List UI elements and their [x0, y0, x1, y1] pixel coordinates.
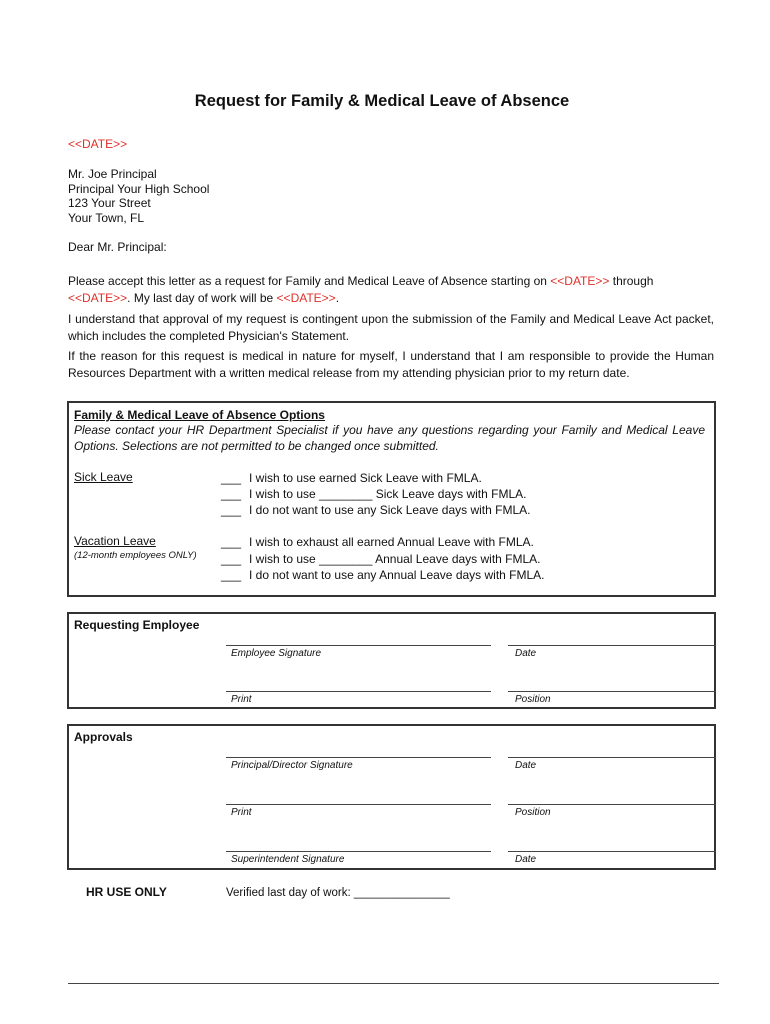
salutation: Dear Mr. Principal:	[68, 240, 167, 254]
vacation-leave-note: (12-month employees ONLY)	[74, 550, 197, 561]
employee-position-label: Position	[515, 694, 551, 705]
sick-option-3: I do not want to use any Sick Leave days with FMLA.	[249, 503, 531, 517]
paragraph-approval: I understand that approval of my request is contingent upon the submission of the Family and Medical Leave Act packet, which includes the completed Physician's Statement.	[68, 312, 714, 343]
vacation-option-2-blank[interactable]: ___	[221, 552, 242, 566]
options-instructions: Please contact your HR Department Specialist if you have any questions regarding your Family and Medical Leave Options. Selections are not permitted to be changed once submitted.	[74, 423, 705, 453]
principal-date-label: Date	[515, 760, 537, 771]
verified-last-day-field[interactable]: Verified last day of work: _______________	[226, 887, 450, 899]
date-placeholder: <<DATE>>	[68, 137, 128, 151]
last-day-date: <<DATE>>	[276, 291, 336, 305]
address-line-3: 123 Your Street	[68, 196, 151, 210]
hr-use-only-label: HR USE ONLY	[86, 885, 167, 899]
sick-option-1: I wish to use earned Sick Leave with FMLA.	[249, 471, 482, 485]
end-date: <<DATE>>	[68, 291, 128, 305]
employee-print-line[interactable]	[226, 691, 491, 692]
footer-rule	[68, 983, 719, 984]
sick-leave-label: Sick Leave	[74, 470, 133, 484]
sick-option-2-blank[interactable]: ___	[221, 487, 242, 501]
employee-signature-line[interactable]	[226, 645, 491, 646]
address-line-2: Principal Your High School	[68, 182, 210, 196]
sick-option-3-blank[interactable]: ___	[221, 503, 242, 517]
paragraph-request: Please accept this letter as a request for Family and Medical Leave of Absence starting on <<DATE>> through <<DATE>>. My last day of work will be <<DATE>>.	[68, 274, 654, 305]
leave-options-box	[67, 401, 716, 597]
superintendent-signature-line[interactable]	[226, 851, 491, 852]
principal-date-line[interactable]	[508, 757, 716, 758]
approver-position-label: Position	[515, 807, 551, 818]
vacation-option-3: I do not want to use any Annual Leave days with FMLA.	[249, 568, 545, 582]
vacation-option-2: I wish to use ________ Annual Leave days with FMLA.	[249, 552, 541, 566]
vacation-option-3-blank[interactable]: ___	[221, 568, 242, 582]
employee-position-line[interactable]	[508, 691, 716, 692]
vacation-option-1-blank[interactable]: ___	[221, 535, 242, 549]
superintendent-date-line[interactable]	[508, 851, 716, 852]
employee-date-line[interactable]	[508, 645, 716, 646]
address-line-4: Your Town, FL	[68, 211, 145, 225]
approver-position-line[interactable]	[508, 804, 716, 805]
sick-option-1-blank[interactable]: ___	[221, 471, 242, 485]
sick-option-2: I wish to use ________ Sick Leave days with FMLA.	[249, 487, 527, 501]
approver-print-line[interactable]	[226, 804, 491, 805]
approvals-box	[67, 724, 716, 870]
employee-print-label: Print	[231, 694, 252, 705]
vacation-leave-label: Vacation Leave	[74, 534, 156, 548]
superintendent-signature-label: Superintendent Signature	[231, 854, 345, 865]
principal-signature-line[interactable]	[226, 757, 491, 758]
start-date: <<DATE>>	[550, 274, 610, 288]
employee-date-label: Date	[515, 648, 537, 659]
approvals-heading: Approvals	[74, 730, 133, 744]
approver-print-label: Print	[231, 807, 252, 818]
options-heading: Family & Medical Leave of Absence Options	[74, 408, 325, 422]
requesting-heading: Requesting Employee	[74, 618, 200, 632]
superintendent-date-label: Date	[515, 854, 537, 865]
paragraph-medical: If the reason for this request is medical in nature for myself, I understand that I am responsible to provide the Human Resources Department with a written medical release from my attending physician prior to my return date.	[68, 349, 714, 380]
page-title: Request for Family & Medical Leave of Absence	[194, 92, 570, 110]
address-line-1: Mr. Joe Principal	[68, 167, 157, 181]
employee-signature-label: Employee Signature	[231, 648, 322, 659]
principal-signature-label: Principal/Director Signature	[231, 760, 353, 771]
vacation-option-1: I wish to exhaust all earned Annual Leave with FMLA.	[249, 535, 534, 549]
requesting-employee-box	[67, 612, 716, 709]
